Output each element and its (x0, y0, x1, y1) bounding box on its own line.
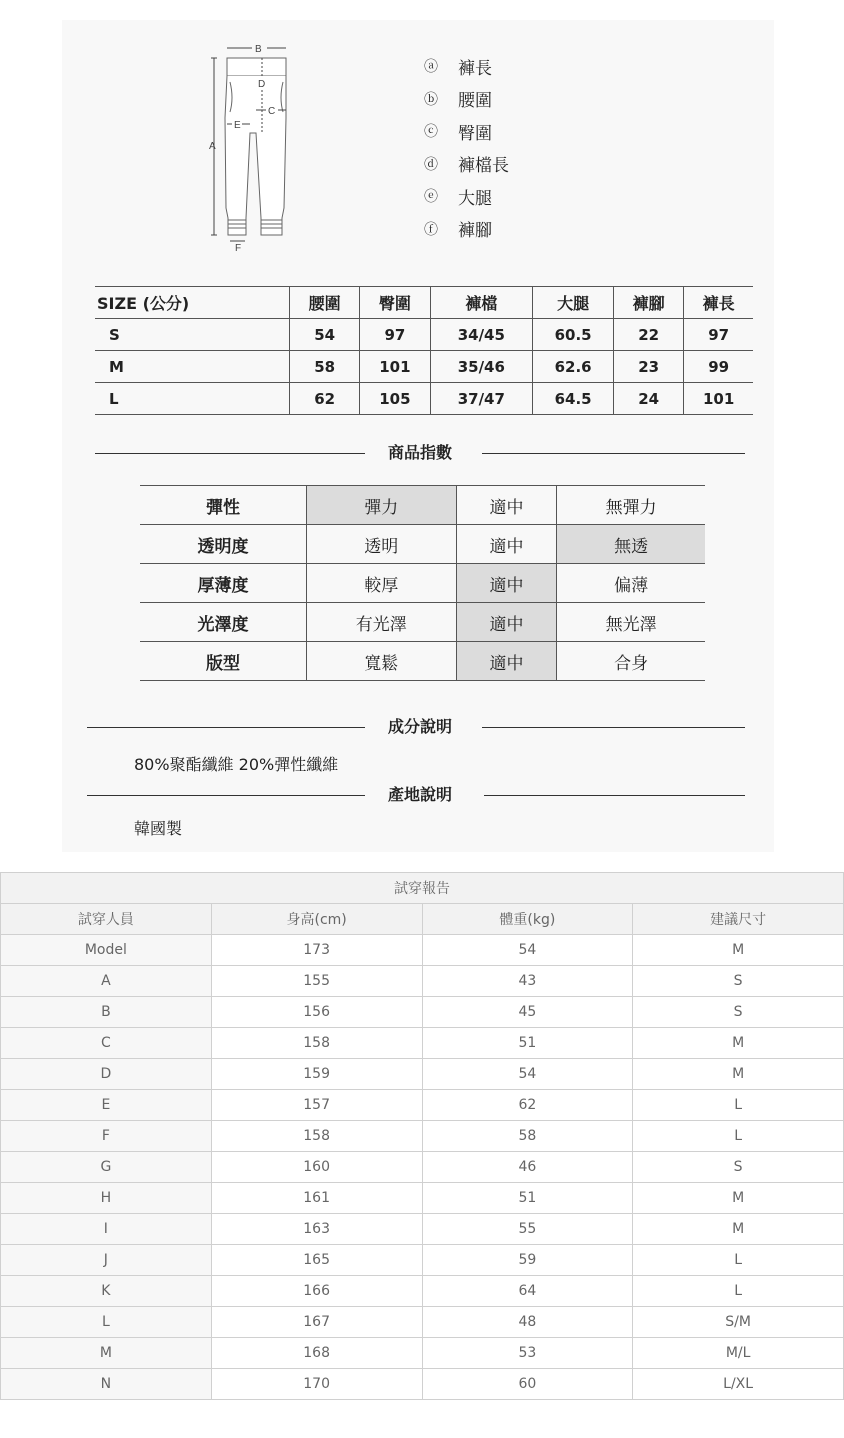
tester-name: G (1, 1152, 212, 1183)
weight-cell: 60 (422, 1369, 633, 1400)
header-cell: 試穿人員 (1, 904, 212, 935)
table-row (1, 1059, 844, 1090)
suggested-size-cell: L (633, 1245, 844, 1276)
origin-text: 韓國製 (134, 819, 183, 838)
label-f: F (235, 243, 242, 254)
tester-name: A (1, 966, 212, 997)
heading-rule (484, 795, 745, 796)
index-option: 無透 (557, 525, 705, 564)
label-d: D (258, 79, 266, 90)
index-option: 合身 (557, 642, 705, 681)
table-row (1, 1338, 844, 1369)
table-row (1, 1183, 844, 1214)
suggested-size-cell: M (633, 935, 844, 966)
tester-name: J (1, 1245, 212, 1276)
composition-text: 80%聚酯纖維 20%彈性纖維 (134, 755, 339, 774)
index-option: 寬鬆 (307, 642, 457, 681)
legend-item (424, 50, 509, 83)
index-option: 適中 (456, 564, 557, 603)
value-cell: 37/47 (430, 383, 533, 415)
legend-mark: ⓔ (424, 189, 438, 206)
height-cell: 159 (211, 1059, 422, 1090)
table-row (1, 1369, 844, 1400)
label-e: E (234, 120, 241, 131)
table-row (1, 935, 844, 966)
table-row (1, 1121, 844, 1152)
table-row (95, 383, 753, 415)
measurement-legend (424, 50, 509, 245)
legend-label: 大腿 (458, 188, 492, 209)
legend-label: 臀圍 (458, 123, 492, 144)
index-name: 彈性 (140, 486, 307, 525)
table-row (1, 997, 844, 1028)
weight-cell: 54 (422, 1059, 633, 1090)
legend-item (424, 115, 509, 148)
weight-cell: 46 (422, 1152, 633, 1183)
tester-name: F (1, 1121, 212, 1152)
value-cell: 105 (360, 383, 430, 415)
suggested-size-cell: M/L (633, 1338, 844, 1369)
value-cell: 34/45 (430, 319, 533, 351)
label-c: C (268, 106, 276, 117)
try-on-report-table (0, 872, 844, 1400)
index-option: 偏薄 (557, 564, 705, 603)
table-row (1, 1090, 844, 1121)
legend-label: 腰圍 (458, 91, 492, 112)
size-table (95, 286, 753, 415)
table-row (140, 642, 705, 681)
height-cell: 156 (211, 997, 422, 1028)
tester-name: L (1, 1307, 212, 1338)
legend-item (424, 180, 509, 213)
legend-item (424, 83, 509, 116)
height-cell: 170 (211, 1369, 422, 1400)
label-a: A (209, 141, 216, 152)
weight-cell: 53 (422, 1338, 633, 1369)
suggested-size-cell: L (633, 1090, 844, 1121)
header-cell: 臀圍 (360, 287, 430, 319)
weight-cell: 55 (422, 1214, 633, 1245)
header-cell: 褲長 (684, 287, 753, 319)
value-cell: 62 (290, 383, 360, 415)
tester-name: M (1, 1338, 212, 1369)
table-row (95, 351, 753, 383)
origin-heading (0, 782, 844, 808)
tester-name: H (1, 1183, 212, 1214)
legend-label: 褲檔長 (458, 156, 509, 177)
suggested-size-cell: L (633, 1121, 844, 1152)
suggested-size-cell: S (633, 1152, 844, 1183)
weight-cell: 54 (422, 935, 633, 966)
value-cell: 23 (614, 351, 684, 383)
weight-cell: 48 (422, 1307, 633, 1338)
weight-cell: 43 (422, 966, 633, 997)
suggested-size-cell: S (633, 997, 844, 1028)
tester-name: I (1, 1214, 212, 1245)
value-cell: 24 (614, 383, 684, 415)
weight-cell: 45 (422, 997, 633, 1028)
header-cell: 褲腳 (614, 287, 684, 319)
suggested-size-cell: S/M (633, 1307, 844, 1338)
table-row (140, 603, 705, 642)
report-title-row (1, 873, 844, 904)
suggested-size-cell: L/XL (633, 1369, 844, 1400)
index-option: 無彈力 (557, 486, 705, 525)
suggested-size-cell: L (633, 1276, 844, 1307)
value-cell: 101 (360, 351, 430, 383)
weight-cell: 64 (422, 1276, 633, 1307)
index-option: 適中 (456, 525, 557, 564)
index-option: 有光澤 (307, 603, 457, 642)
value-cell: 54 (290, 319, 360, 351)
value-cell: 64.5 (533, 383, 614, 415)
index-option: 適中 (456, 603, 557, 642)
header-cell: 身高(cm) (211, 904, 422, 935)
table-row (140, 525, 705, 564)
table-row (1, 1276, 844, 1307)
heading-rule (482, 453, 745, 454)
composition-heading (0, 714, 844, 740)
size-cell: M (95, 351, 290, 383)
weight-cell: 51 (422, 1028, 633, 1059)
suggested-size-cell: S (633, 966, 844, 997)
header-cell: 大腿 (533, 287, 614, 319)
heading-rule (87, 727, 365, 728)
index-name: 厚薄度 (140, 564, 307, 603)
height-cell: 155 (211, 966, 422, 997)
height-cell: 168 (211, 1338, 422, 1369)
value-cell: 99 (684, 351, 753, 383)
header-cell: 腰圍 (290, 287, 360, 319)
height-cell: 158 (211, 1028, 422, 1059)
legend-mark: ⓑ (424, 91, 438, 108)
suggested-size-cell: M (633, 1183, 844, 1214)
value-cell: 58 (290, 351, 360, 383)
tester-name: D (1, 1059, 212, 1090)
report-title: 試穿報告 (1, 873, 844, 904)
value-cell: 22 (614, 319, 684, 351)
suggested-size-cell: M (633, 1059, 844, 1090)
weight-cell: 59 (422, 1245, 633, 1276)
height-cell: 167 (211, 1307, 422, 1338)
heading-rule (482, 727, 745, 728)
size-table-header (95, 287, 753, 319)
weight-cell: 58 (422, 1121, 633, 1152)
legend-item (424, 213, 509, 246)
height-cell: 163 (211, 1214, 422, 1245)
index-heading-text: 商品指數 (388, 443, 453, 462)
value-cell: 62.6 (533, 351, 614, 383)
index-option: 適中 (456, 486, 557, 525)
index-name: 光澤度 (140, 603, 307, 642)
index-option: 較厚 (307, 564, 457, 603)
heading-rule (87, 795, 365, 796)
index-option: 彈力 (307, 486, 457, 525)
height-cell: 173 (211, 935, 422, 966)
product-index-table (140, 485, 705, 681)
index-option: 透明 (307, 525, 457, 564)
value-cell: 60.5 (533, 319, 614, 351)
header-cell: SIZE (公分) (95, 287, 290, 319)
table-row (1, 1028, 844, 1059)
table-row (95, 319, 753, 351)
tester-name: E (1, 1090, 212, 1121)
tester-name: Model (1, 935, 212, 966)
tester-name: B (1, 997, 212, 1028)
height-cell: 165 (211, 1245, 422, 1276)
table-row (140, 564, 705, 603)
suggested-size-cell: M (633, 1214, 844, 1245)
table-row (1, 1307, 844, 1338)
header-cell: 體重(kg) (422, 904, 633, 935)
index-heading (0, 440, 844, 466)
tester-name: K (1, 1276, 212, 1307)
tester-name: N (1, 1369, 212, 1400)
legend-mark: ⓒ (424, 124, 438, 141)
value-cell: 97 (684, 319, 753, 351)
weight-cell: 62 (422, 1090, 633, 1121)
value-cell: 35/46 (430, 351, 533, 383)
size-cell: S (95, 319, 290, 351)
height-cell: 160 (211, 1152, 422, 1183)
index-option: 適中 (456, 642, 557, 681)
height-cell: 157 (211, 1090, 422, 1121)
height-cell: 158 (211, 1121, 422, 1152)
table-row (1, 1152, 844, 1183)
table-row (1, 1214, 844, 1245)
height-cell: 166 (211, 1276, 422, 1307)
value-cell: 97 (360, 319, 430, 351)
legend-mark: ⓕ (424, 221, 438, 238)
table-row (1, 966, 844, 997)
index-name: 版型 (140, 642, 307, 681)
legend-item (424, 148, 509, 181)
weight-cell: 51 (422, 1183, 633, 1214)
table-row (140, 486, 705, 525)
heading-rule (95, 453, 365, 454)
tester-name: C (1, 1028, 212, 1059)
legend-mark: ⓐ (424, 59, 438, 76)
label-b: B (255, 44, 262, 55)
composition-heading-text: 成分說明 (388, 717, 453, 736)
pants-measurement-diagram (200, 38, 300, 256)
index-option: 無光澤 (557, 603, 705, 642)
table-row (1, 1245, 844, 1276)
index-name: 透明度 (140, 525, 307, 564)
origin-heading-text: 產地說明 (388, 785, 453, 804)
legend-mark: ⓓ (424, 156, 438, 173)
legend-label: 褲長 (458, 58, 492, 79)
header-cell: 建議尺寸 (633, 904, 844, 935)
size-cell: L (95, 383, 290, 415)
suggested-size-cell: M (633, 1028, 844, 1059)
legend-label: 褲腳 (458, 221, 492, 242)
header-cell: 褲檔 (430, 287, 533, 319)
value-cell: 101 (684, 383, 753, 415)
report-header-row (1, 904, 844, 935)
height-cell: 161 (211, 1183, 422, 1214)
